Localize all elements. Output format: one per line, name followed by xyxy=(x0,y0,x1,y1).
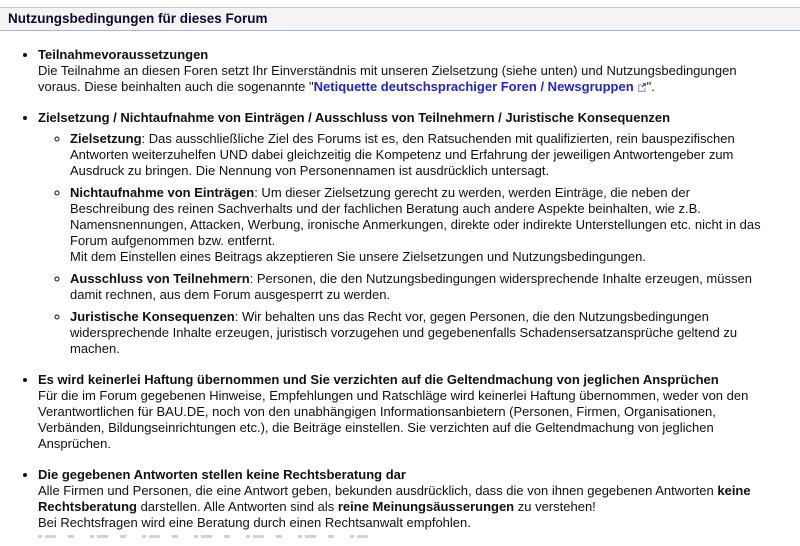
terms-item-title: Teilnahmevoraussetzungen xyxy=(38,47,209,62)
terms-item-text-after: ". xyxy=(646,79,655,94)
terms-item-text: Alle Firmen und Personen, die eine Antwort geben, bekunden ausdrücklich, dass die von ihnen gegebenen Antworten xyxy=(38,483,718,498)
netiquette-link-label: Netiquette deutschsprachiger Foren / Newsgruppen xyxy=(313,79,634,94)
cutoff-text-line xyxy=(38,535,368,538)
terms-subitem-zielsetzung xyxy=(70,131,770,179)
terms-subitem-ausschluss xyxy=(70,271,770,303)
terms-item-title: Es wird keinerlei Haftung übernommen und Sie verzichten auf die Geltendmachung von jeglichen Ansprüchen xyxy=(38,372,719,387)
terms-item-line2: Bei Rechtsfragen wird eine Beratung durch einen Rechtsanwalt empfohlen. xyxy=(38,515,471,530)
terms-item-haftung xyxy=(38,372,770,452)
terms-subitem-juristisch xyxy=(70,309,770,357)
subitem-term: Nichtaufnahme von Einträgen xyxy=(70,185,255,200)
external-link-icon xyxy=(637,79,647,95)
terms-item-text: zu verstehen! xyxy=(514,499,596,514)
terms-list xyxy=(0,47,800,531)
terms-item-rechtsberatung xyxy=(38,467,770,531)
netiquette-link[interactable] xyxy=(314,79,647,94)
subitem-text2: Mit dem Einstellen eines Beitrags akzeptieren Sie unsere Zielsetzungen und Nutzungsbedingungen. xyxy=(70,249,646,264)
subitem-term: Ausschluss von Teilnehmern xyxy=(70,271,250,286)
subitem-text: : Wir behalten uns das Recht vor, gegen Personen, die den Nutzungsbedingungen widersprechende Inhalte erzeugen, juristisch vorzugehen und gegebenenfalls Schadensersatzansprüche geltend zu machen. xyxy=(70,309,738,356)
terms-item-text: darstellen. Alle Antworten sind als xyxy=(136,499,338,514)
page-title-bar xyxy=(0,7,800,31)
page-title: Nutzungsbedingungen für dieses Forum xyxy=(8,11,268,26)
terms-item-title: Zielsetzung / Nichtaufnahme von Einträgen / Ausschluss von Teilnehmern / Juristische Konsequenzen xyxy=(38,110,671,125)
terms-item-teilnahme xyxy=(38,47,770,95)
terms-subitem-nichtaufnahme xyxy=(70,185,770,265)
terms-sublist xyxy=(38,131,770,357)
terms-item-title: Die gegebenen Antworten stellen keine Rechtsberatung dar xyxy=(38,467,406,482)
terms-item-zielsetzung-gruppe xyxy=(38,110,770,357)
subitem-text: : Das ausschließliche Ziel des Forums ist es, den Ratsuchenden mit qualifizierten, rein bauspezifischen Antworten weiterzuhelfen UND dabei gleichzeitig die Kompetenz und Erfahrung der jeweiligen Antwortengeber zum Ausdruck zu bringen. Die Nennung von Personennamen ist ausdrücklich untersagt. xyxy=(70,131,735,178)
subitem-term: Zielsetzung xyxy=(70,131,142,146)
terms-item-text: Für die im Forum gegebenen Hinweise, Empfehlungen und Ratschläge wird keinerlei Haftung übernommen, weder von den Verantwortlichen für BAU.DE, noch von den unabhängigen Informationsanbietern (Personen, Firmen, Organisationen, Verbänden, Bildungseinrichtungen etc.), die Beiträge einstellen. Sie verzichten auf die Geltendmachung von jeglichen Ansprüchen. xyxy=(38,388,749,451)
inline-bold-meinungsaeusserungen: reine Meinungsäusserungen xyxy=(337,499,515,514)
page xyxy=(0,7,800,538)
subitem-text: : Um dieser Zielsetzung gerecht zu werden, werden Einträge, die neben der Beschreibung des reinen Sachverhalts und der fachlichen Beratung auch andere Aspekte beinhalten, wie z.B. Namensnennungen, Attacken, Werbung, ironische Anmerkungen, direkte oder indirekte Unterstellungen etc. nicht in das Forum aufgenommen bzw. entfernt. xyxy=(70,185,761,248)
subitem-term: Juristische Konsequenzen xyxy=(70,309,235,324)
subitem-text: : Personen, die den Nutzungsbedingungen widersprechende Inhalte erzeugen, müssen damit rechnen, aus dem Forum ausgesperrt zu werden. xyxy=(70,271,752,302)
terms-item-text: Die Teilnahme an diesen Foren setzt Ihr Einverständnis mit unseren Zielsetzung (siehe unten) und Nutzungsbedingungen voraus. Diese beinhalten auch die sogenannte " xyxy=(38,63,737,94)
inline-bold-keine-rechtsberatung: keine Rechtsberatung xyxy=(38,483,751,514)
